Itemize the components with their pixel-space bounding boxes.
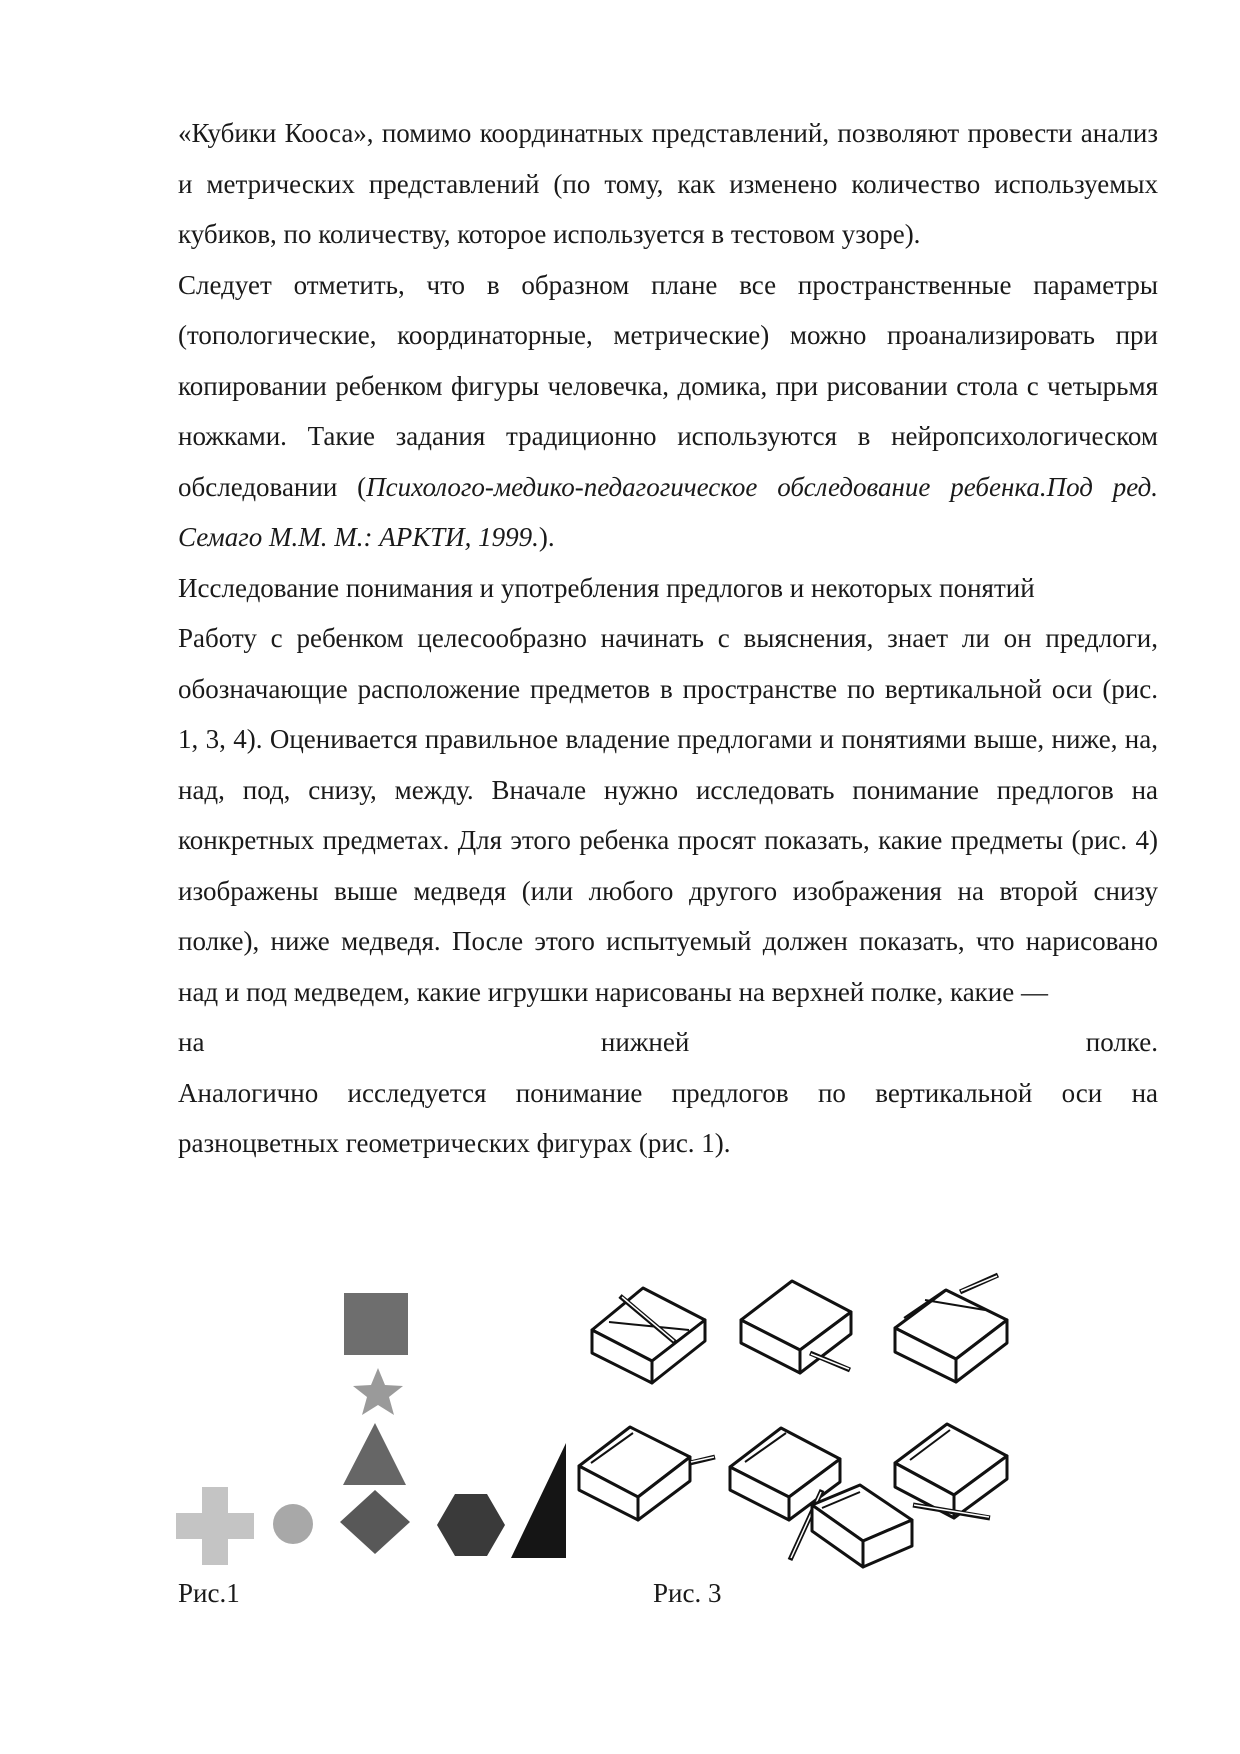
paragraph-prepositions: Работу с ребенком целесообразно начинать с выяснения, знает ли он предлоги, обозначающие расположение предметов в пространстве по вертикальной оси (рис. 1, 3, 4). Оценивается правильное владение предлогами и понятиями выше, ниже, на, над, под, снизу, между. Вначале нужно исследовать понимание предлогов на конкретных предметах. Для этого ребенка просят показать, какие предметы (рис. 4) изображены выше медведя (или любого другого изображения на второй снизу полке), ниже медведя. После этого испытуемый должен показать, что нарисовано над и под медведем, какие игрушки нарисованы на верхней полке, какие —: [178, 623, 1158, 1007]
box-stick-through: [741, 1281, 851, 1373]
star-shape: [353, 1368, 403, 1415]
box-stick-between: [730, 1428, 912, 1567]
circle-shape: [273, 1504, 313, 1544]
paragraph-spatial-params-text: Следует отметить, что в образном плане все пространственные параметры (топологические, координаторные, метрические) можно проанализировать при копировании ребенком фигуры человечка, домика, при рисовании стола с четырьмя ножками. Такие задания традиционно используются в нейропсихологическом обследовании (: [178, 269, 1158, 502]
paragraph-koos-cubes: «Кубики Кооса», помимо координатных представлений, позволяют провести анализ и метрических представлений (по тому, как изменено количество используемых кубиков, по количеству, которое используется в тестовом узоре).: [178, 118, 1158, 249]
paragraph-prepositions-end: на нижней полке.: [178, 1027, 1158, 1057]
figure-3: [579, 1275, 1007, 1567]
box-stick-over: [592, 1288, 705, 1383]
citation: Психолого-медико-педагогическое обследование ребенка.Под ред. Семаго М.М. М.: АРКТИ, 1999.: [178, 471, 1158, 552]
figure-1-caption: Рис.1: [178, 1578, 240, 1608]
triangle-shape: [343, 1423, 406, 1485]
section-heading: Исследование понимания и употребления предлогов и некоторых понятий: [178, 572, 1035, 603]
figure-1: [176, 1293, 566, 1565]
box-stick-under: [895, 1424, 1007, 1518]
hexagon-shape: [437, 1494, 505, 1556]
box-stick-behind: [895, 1275, 1007, 1382]
rhombus-shape: [340, 1490, 410, 1554]
figure-3-caption: Рис. 3: [653, 1578, 722, 1608]
citation-close: ).: [538, 522, 555, 552]
paragraph-geometric-shapes: Аналогично исследуется понимание предлогов по вертикальной оси на разноцветных геометрических фигурах (рис. 1).: [178, 1077, 1158, 1158]
right-triangle-shape: [511, 1443, 566, 1558]
square-shape: [344, 1293, 408, 1355]
box-stick-beside: [579, 1427, 715, 1520]
cross-shape: [176, 1487, 254, 1565]
